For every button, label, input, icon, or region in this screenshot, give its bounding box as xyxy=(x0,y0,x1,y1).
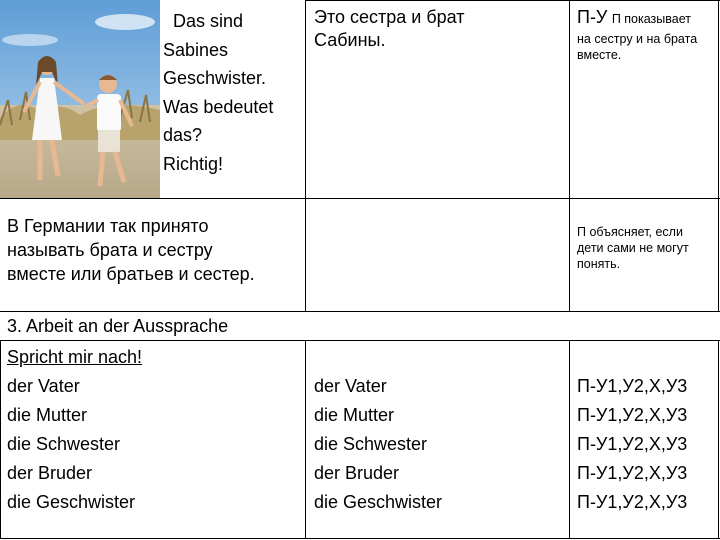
pronunciation-codes xyxy=(577,376,687,512)
work-mode-code: П-У1,У2,Х,У3 xyxy=(577,492,688,512)
german-line: Sabines xyxy=(163,39,229,60)
german-line: das? xyxy=(163,125,203,145)
work-mode-code: П-У1,У2,Х,У3 xyxy=(577,434,688,454)
teacher-note-line: П объясняет, если xyxy=(577,225,683,239)
german-line: Was bedeutet xyxy=(163,96,274,117)
teacher-note-line: вместе. xyxy=(577,48,622,62)
word-item: der Bruder xyxy=(314,463,400,483)
table-row-divider-1 xyxy=(0,198,720,199)
intro-note xyxy=(577,6,717,63)
word-item: der Bruder xyxy=(7,463,93,483)
translation-line: Сабины. xyxy=(314,30,386,50)
teacher-note-line: дети сами не могут xyxy=(577,241,689,255)
word-item: der Vater xyxy=(314,376,387,396)
table-right-border xyxy=(718,0,719,312)
explanation-note xyxy=(577,224,689,272)
german-line: Richtig! xyxy=(163,153,224,174)
word-item: die Schwester xyxy=(7,434,121,454)
german-line: Das sind xyxy=(173,11,244,31)
table-column-divider-2-lower xyxy=(569,340,570,539)
pronunciation-words-repeat xyxy=(314,376,442,512)
table-column-divider-1-lower xyxy=(305,340,306,539)
table-column-divider-1 xyxy=(305,0,306,312)
table-right-border-lower xyxy=(718,340,719,539)
intro-code: П-У xyxy=(577,7,608,27)
table-row-divider-3 xyxy=(0,340,720,341)
table-top-border xyxy=(306,0,720,1)
teacher-note-line: на сестру и на брата xyxy=(577,32,698,46)
german-line: Geschwister. xyxy=(163,68,267,88)
table-left-border-lower xyxy=(0,340,1,539)
explanation-line: В Германии так принято xyxy=(7,216,209,236)
word-item: die Geschwister xyxy=(314,492,443,512)
word-item: die Mutter xyxy=(314,405,395,425)
word-item: der Vater xyxy=(7,376,80,396)
teacher-note-line: П показывает xyxy=(611,12,691,26)
table-row-divider-2 xyxy=(0,311,720,312)
work-mode-code: П-У1,У2,Х,У3 xyxy=(577,376,688,396)
intro-russian-translation xyxy=(314,7,465,50)
translation-line: Это сестра и брат xyxy=(314,7,465,27)
word-item: die Schwester xyxy=(314,434,428,454)
pronunciation-instruction: Spricht mir nach! xyxy=(7,347,143,367)
word-item: die Mutter xyxy=(7,405,88,425)
section-title: 3. Arbeit an der Aussprache xyxy=(7,316,229,336)
work-mode-code: П-У1,У2,Х,У3 xyxy=(577,463,688,483)
explanation-line: вместе или братьев и сестер. xyxy=(7,264,255,284)
intro-german-text xyxy=(163,9,273,176)
table-bottom-border xyxy=(0,538,720,539)
word-item: die Geschwister xyxy=(7,492,136,512)
work-mode-code: П-У1,У2,Х,У3 xyxy=(577,405,688,425)
table-column-divider-2 xyxy=(569,0,570,312)
explanation-text xyxy=(7,216,255,284)
children-beach-photo xyxy=(0,0,160,198)
teacher-note-line: понять. xyxy=(577,257,621,271)
pronunciation-words xyxy=(7,346,142,512)
explanation-line: называть брата и сестру xyxy=(7,240,213,260)
